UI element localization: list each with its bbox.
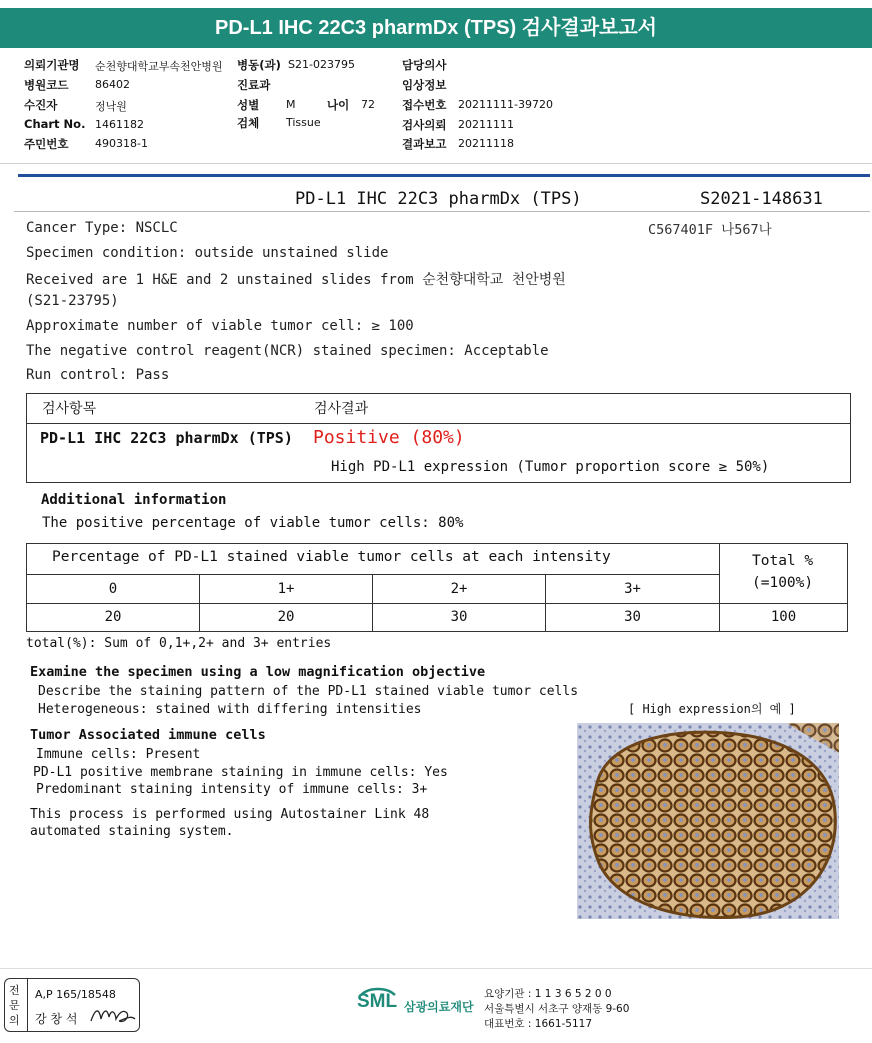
signature-box-divider	[27, 979, 28, 1031]
intensity-value-1: 20	[199, 603, 373, 632]
intensity-col-2: 2+	[372, 574, 546, 604]
report-date-value: 20211118	[458, 137, 514, 150]
result-interpretation: High PD-L1 expression (Tumor proportion score ≥ 50%)	[331, 459, 770, 475]
total-header-2: (=100%)	[752, 575, 814, 591]
examine-line-2: Heterogeneous: stained with differing intensities	[38, 702, 422, 717]
report-title: PD-L1 IHC 22C3 pharmDx (TPS) 검사결과보고서	[0, 8, 872, 48]
intensity-header: Percentage of PD-L1 stained viable tumor cells at each intensity	[52, 549, 611, 565]
case-number: S2021-148631	[700, 189, 823, 209]
total-header-1: Total %	[752, 553, 814, 569]
hospital-code-label: 병원코드	[24, 78, 69, 92]
specimen-label: 검체	[237, 116, 260, 130]
doctor-label: 담당의사	[402, 58, 447, 72]
viable-tumor-count: Approximate number of viable tumor cell: ≥ 100	[26, 318, 414, 334]
sex-value: M	[286, 98, 296, 111]
run-control: Run control: Pass	[26, 367, 170, 383]
resident-label: 주민번호	[24, 137, 69, 151]
additional-text: The positive percentage of viable tumor cells: 80%	[42, 515, 464, 531]
result-value: Positive (80%)	[313, 427, 465, 448]
report-divider	[18, 174, 870, 177]
tissue-image	[577, 723, 839, 919]
ihc-stain-image	[577, 723, 839, 919]
specialist-label: 전문의	[9, 984, 20, 1027]
signature-image	[89, 1003, 137, 1027]
immune-heading: Tumor Associated immune cells	[30, 727, 266, 743]
specimen-value: Tissue	[286, 116, 321, 129]
signature-box	[4, 978, 140, 1032]
immune-line-2: PD-L1 positive membrane staining in immune cells: Yes	[33, 765, 448, 780]
ap-number: A,P 165/18548	[35, 988, 116, 1001]
result-col2-header: 검사결과	[314, 401, 369, 417]
immune-line-3: Predominant staining intensity of immune cells: 3+	[36, 782, 428, 797]
image-caption: [ High expression의 예 ]	[628, 702, 796, 716]
result-col1-header: 검사항목	[42, 401, 97, 417]
chart-value: 1461182	[95, 118, 144, 131]
report-date-label: 결과보고	[402, 137, 447, 151]
sml-logo	[357, 985, 399, 1025]
intensity-footnote: total(%): Sum of 0,1+,2+ and 3+ entries	[26, 636, 332, 651]
received-slides: Received are 1 H&E and 2 unstained slides from 순천향대학교 천안병원	[26, 272, 566, 288]
test-name-heading: PD-L1 IHC 22C3 pharmDx (TPS)	[295, 189, 582, 209]
result-table-divider	[27, 423, 850, 424]
age-label: 나이	[327, 98, 350, 112]
sml-logo-text: SML	[357, 991, 398, 1012]
heading-divider	[14, 211, 870, 212]
immune-line-1: Immune cells: Present	[36, 747, 201, 762]
intensity-value-3: 30	[545, 603, 720, 632]
sex-label: 성별	[237, 98, 260, 112]
intensity-value-0: 20	[26, 603, 200, 632]
examine-heading: Examine the specimen using a low magnification objective	[30, 664, 486, 680]
result-item: PD-L1 IHC 22C3 pharmDx (TPS)	[40, 429, 293, 447]
additional-heading: Additional information	[41, 492, 227, 508]
institution-value: 순천향대학교부속천안병원	[95, 60, 223, 73]
process-line-2: automated staining system.	[30, 824, 234, 839]
age-value: 72	[361, 98, 375, 111]
ward-value: S21-023795	[288, 58, 355, 71]
intensity-col-0: 0	[26, 574, 200, 604]
cancer-type: Cancer Type: NSCLC	[26, 220, 178, 236]
chart-label: Chart No.	[24, 117, 86, 131]
report-code: C567401F 나567나	[648, 222, 772, 238]
receipt-label: 접수번호	[402, 98, 447, 112]
footer-divider	[0, 968, 872, 969]
divider	[0, 163, 872, 164]
intensity-col-1: 1+	[199, 574, 373, 604]
intensity-col-3: 3+	[545, 574, 720, 604]
request-label: 검사의뢰	[402, 118, 447, 132]
org-phone: 대표번호 : 1661-5117	[484, 1018, 593, 1030]
examine-line-1: Describe the staining pattern of the PD-L1 stained viable tumor cells	[38, 684, 579, 699]
ward-label: 병동(과)	[237, 58, 281, 72]
hospital-code-value: 86402	[95, 78, 130, 91]
request-value: 20211111	[458, 118, 514, 131]
collector-value: 정낙원	[95, 100, 127, 113]
process-line-1: This process is performed using Autostainer Link 48	[30, 807, 430, 822]
negative-control: The negative control reagent(NCR) stained specimen: Acceptable	[26, 343, 549, 359]
org-name: 삼광의료재단	[404, 1000, 474, 1014]
doctor-name: 강 창 석	[35, 1012, 78, 1026]
clinical-label: 임상정보	[402, 78, 447, 92]
org-address: 서울특별시 서초구 양재동 9-60	[484, 1003, 630, 1015]
intensity-total: 100	[719, 603, 848, 632]
institution-label: 의뢰기관명	[24, 58, 80, 72]
org-code: 요양기관 : 1 1 3 6 5 2 0 0	[484, 988, 612, 1000]
resident-value: 490318-1	[95, 137, 148, 150]
receipt-value: 20211111-39720	[458, 98, 553, 111]
dept-label: 진료과	[237, 78, 271, 92]
received-slides-ref: (S21-23795)	[26, 293, 119, 309]
collector-label: 수진자	[24, 98, 58, 112]
specimen-condition: Specimen condition: outside unstained slide	[26, 245, 389, 261]
intensity-value-2: 30	[372, 603, 546, 632]
